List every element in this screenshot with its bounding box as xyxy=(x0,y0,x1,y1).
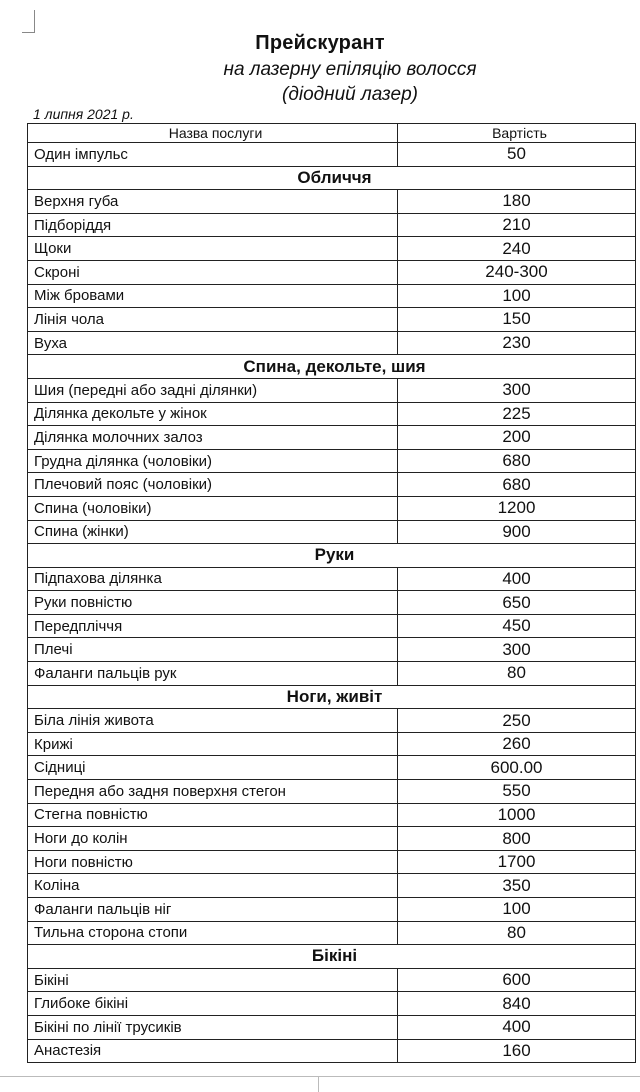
price-cell: 80 xyxy=(398,662,636,686)
page-bottom-tick xyxy=(318,1077,319,1092)
page-corner-mark xyxy=(22,10,35,33)
table-row xyxy=(28,898,636,922)
table-row xyxy=(28,473,636,497)
table-row xyxy=(28,874,636,898)
service-name-cell: Фаланги пальців ніг xyxy=(28,898,398,922)
price-cell: 300 xyxy=(398,638,636,662)
service-name-cell: Глибоке бікіні xyxy=(28,992,398,1016)
table-row xyxy=(28,567,636,591)
table-row xyxy=(28,190,636,214)
service-name-cell: Сідниці xyxy=(28,756,398,780)
table-row xyxy=(28,308,636,332)
section-header-row xyxy=(28,685,636,709)
section-title: Руки xyxy=(28,544,636,568)
price-cell: 400 xyxy=(398,567,636,591)
price-cell: 1000 xyxy=(398,803,636,827)
table-row xyxy=(28,921,636,945)
price-cell: 80 xyxy=(398,921,636,945)
price-cell: 50 xyxy=(398,143,636,167)
service-name-cell: Плечі xyxy=(28,638,398,662)
price-cell: 150 xyxy=(398,308,636,332)
service-name-cell: Передпліччя xyxy=(28,614,398,638)
price-cell: 240 xyxy=(398,237,636,261)
price-cell: 300 xyxy=(398,378,636,402)
price-cell: 160 xyxy=(398,1039,636,1063)
price-cell: 600.00 xyxy=(398,756,636,780)
price-cell: 840 xyxy=(398,992,636,1016)
table-row xyxy=(28,614,636,638)
service-name-cell: Спина (чоловіки) xyxy=(28,496,398,520)
section-header-row xyxy=(28,544,636,568)
service-name-cell: Між бровами xyxy=(28,284,398,308)
table-row xyxy=(28,732,636,756)
price-cell: 100 xyxy=(398,284,636,308)
table-row xyxy=(28,591,636,615)
table-row xyxy=(28,992,636,1016)
price-cell: 225 xyxy=(398,402,636,426)
price-cell: 1700 xyxy=(398,850,636,874)
table-row xyxy=(28,850,636,874)
table-row xyxy=(28,780,636,804)
price-cell: 230 xyxy=(398,331,636,355)
section-title: Спина, декольте, шия xyxy=(28,355,636,379)
table-row xyxy=(28,968,636,992)
table-row xyxy=(28,496,636,520)
table-row xyxy=(28,827,636,851)
document-subtitle-line1: на лазерну епіляцію волосся xyxy=(223,59,477,80)
section-header-row xyxy=(28,355,636,379)
table-row xyxy=(28,449,636,473)
service-name-cell: Грудна ділянка (чоловіки) xyxy=(28,449,398,473)
section-title: Ноги, живіт xyxy=(28,685,636,709)
document-subtitle-line2: (діодний лазер) xyxy=(282,84,418,105)
header-service-name: Назва послуги xyxy=(28,124,398,143)
service-name-cell: Крижі xyxy=(28,732,398,756)
price-cell: 400 xyxy=(398,1015,636,1039)
service-name-cell: Фаланги пальців рук xyxy=(28,662,398,686)
service-name-cell: Шия (передні або задні ділянки) xyxy=(28,378,398,402)
table-row xyxy=(28,331,636,355)
table-row xyxy=(28,378,636,402)
document-date: 1 липня 2021 р. xyxy=(33,106,134,122)
table-row xyxy=(28,426,636,450)
table-row xyxy=(28,237,636,261)
price-cell: 180 xyxy=(398,190,636,214)
table-row xyxy=(28,803,636,827)
price-cell: 650 xyxy=(398,591,636,615)
service-name-cell: Біла лінія живота xyxy=(28,709,398,733)
table-row xyxy=(28,213,636,237)
service-name-cell: Руки повністю xyxy=(28,591,398,615)
service-name-cell: Спина (жінки) xyxy=(28,520,398,544)
price-cell: 680 xyxy=(398,449,636,473)
table-row xyxy=(28,1015,636,1039)
table-row xyxy=(28,520,636,544)
page-bottom-edge xyxy=(0,1076,640,1077)
table-row xyxy=(28,662,636,686)
price-cell: 900 xyxy=(398,520,636,544)
service-name-cell: Передня або задня поверхня стегон xyxy=(28,780,398,804)
section-title: Обличчя xyxy=(28,166,636,190)
service-name-cell: Стегна повністю xyxy=(28,803,398,827)
table-row xyxy=(28,260,636,284)
table-row xyxy=(28,1039,636,1063)
service-name-cell: Ноги до колін xyxy=(28,827,398,851)
service-name-cell: Скроні xyxy=(28,260,398,284)
table-row xyxy=(28,402,636,426)
table-row xyxy=(28,284,636,308)
service-name-cell: Плечовий пояс (чоловіки) xyxy=(28,473,398,497)
price-cell: 450 xyxy=(398,614,636,638)
header-price: Вартість xyxy=(398,124,636,143)
service-name-cell: Лінія чола xyxy=(28,308,398,332)
price-cell: 600 xyxy=(398,968,636,992)
price-table xyxy=(27,123,636,1063)
section-title: Бікіні xyxy=(28,945,636,969)
table-row xyxy=(28,638,636,662)
table-row xyxy=(28,756,636,780)
service-name-cell: Вуха xyxy=(28,331,398,355)
service-name-cell: Верхня губа xyxy=(28,190,398,214)
service-name-cell: Анастезія xyxy=(28,1039,398,1063)
table-body xyxy=(28,143,636,1063)
price-cell: 260 xyxy=(398,732,636,756)
price-cell: 550 xyxy=(398,780,636,804)
price-cell: 350 xyxy=(398,874,636,898)
service-name-cell: Ділянка молочних залоз xyxy=(28,426,398,450)
price-cell: 240-300 xyxy=(398,260,636,284)
service-name-cell: Підборіддя xyxy=(28,213,398,237)
price-cell: 200 xyxy=(398,426,636,450)
price-cell: 210 xyxy=(398,213,636,237)
section-header-row xyxy=(28,166,636,190)
service-name-cell: Ділянка декольте у жінок xyxy=(28,402,398,426)
service-name-cell: Тильна сторона стопи xyxy=(28,921,398,945)
service-name-cell: Коліна xyxy=(28,874,398,898)
table-header-row xyxy=(28,124,636,143)
service-name-cell: Підпахова ділянка xyxy=(28,567,398,591)
price-cell: 250 xyxy=(398,709,636,733)
table-row xyxy=(28,709,636,733)
section-header-row xyxy=(28,945,636,969)
table-row xyxy=(28,143,636,167)
price-cell: 800 xyxy=(398,827,636,851)
price-cell: 1200 xyxy=(398,496,636,520)
service-name-cell: Бікіні xyxy=(28,968,398,992)
service-name-cell: Один імпульс xyxy=(28,143,398,167)
price-cell: 680 xyxy=(398,473,636,497)
service-name-cell: Бікіні по лінії трусиків xyxy=(28,1015,398,1039)
service-name-cell: Щоки xyxy=(28,237,398,261)
price-cell: 100 xyxy=(398,898,636,922)
service-name-cell: Ноги повністю xyxy=(28,850,398,874)
document-title: Прейскурант xyxy=(255,32,385,54)
